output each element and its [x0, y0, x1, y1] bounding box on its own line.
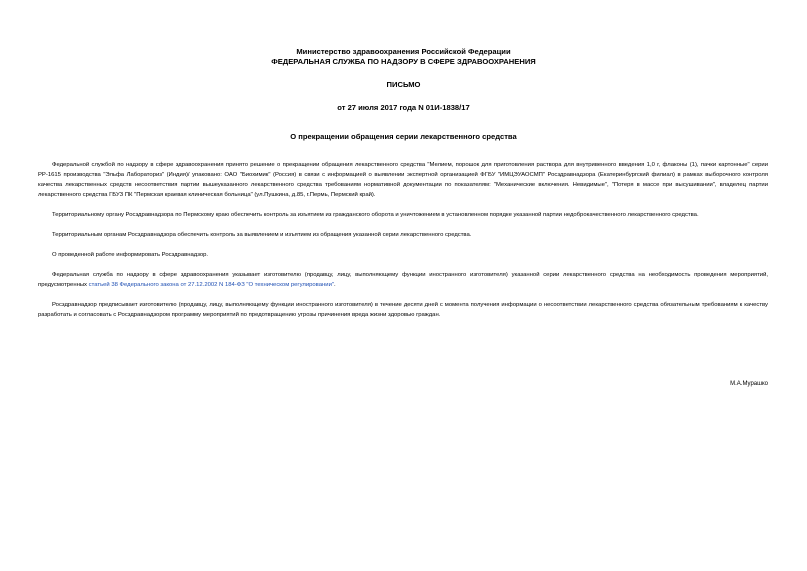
- paragraph-decision: Федеральной службой по надзору в сфере здравоохранения принято решение о прекращении обращения лекарственного средства "Мелием, порошок для приготовления раствора для внутривенного введения 1,0 г, флаконы (1), пачки картонные" серии РР-1615 производства "Эльфа Лабораториз" (Индия)/ упаковано: ОАО "Биохимик" (Россия) в связи с информацией о выявлении экспертной организацией ФГБУ "ИМЦЭУАОСМП" Росздравнадзора (Екатеринбургский филиал) в рамках выборочного контроля качества лекарственных средств несоответствия партии вышеуказанного лекарственного средства требованиям нормативной документации по показателям: "Механические включения. Невидимые", "Потеря в массе при высушивании", владелец партии лекарственного средства ГБУЗ ПК "Пермская краевая клиническая больница" (ул.Пушкина, д.85, г.Пермь, Пермский край).: [38, 162, 768, 198]
- service-heading: ФЕДЕРАЛЬНАЯ СЛУЖБА ПО НАДЗОРУ В СФЕРЕ ЗДРАВООХРАНЕНИЯ: [271, 57, 536, 66]
- document-body: [38, 160, 768, 320]
- paragraph-end-punctuation: .: [333, 282, 336, 288]
- document-title: О прекращении обращения серии лекарственного средства: [290, 132, 517, 141]
- paragraph-territorial-control: Территориальным органам Росздравнадзора обеспечить контроль за выявлением и изъятием из обращения указанной серии лекарственного средства.: [52, 232, 472, 238]
- paragraph-manufacturer-text: Федеральная служба по надзору в сфере здравоохранения указывает изготовителю (продавцу, лицу, выполняющему функции иностранного изготовителя) указанной серии лекарственного средства на необходимость проведения мероприятий, предусмотренных: [38, 272, 768, 288]
- signature: М.А.Мурашко: [730, 381, 768, 387]
- law-article-link[interactable]: статьей 38 Федерального закона от 27.12.2002 N 184-ФЗ "О техническом регулировании": [88, 282, 334, 288]
- document-type: ПИСЬМО: [386, 80, 421, 89]
- paragraph-perm-control: Территориальному органу Росздравнадзора по Пермскому краю обеспечить контроль за изъятием из гражданского оборота и уничтожением в установленном порядке указанной партии недоброкачественного лекарственного средства.: [52, 212, 699, 218]
- paragraph-program-requirement: Росздравнадзор предписывает изготовителю (продавцу, лицу, выполняющему функции иностранного изготовителя) в течение десяти дней с момента получения информации о несоответствии лекарственного средства обязательным требованиям к качеству разработать и согласовать с Росздравнадзором программу мероприятий по предотвращению угрозы причинения вреда жизни здоровью граждан.: [38, 302, 768, 318]
- paragraph-manufacturer-measures: [38, 270, 768, 290]
- paragraph-inform: О проведенной работе информировать Росздравнадзор.: [52, 252, 209, 258]
- document-date-number: от 27 июля 2017 года N 01И-1838/17: [337, 103, 470, 112]
- ministry-heading: Министерство здравоохранения Российской Федерации: [296, 47, 511, 56]
